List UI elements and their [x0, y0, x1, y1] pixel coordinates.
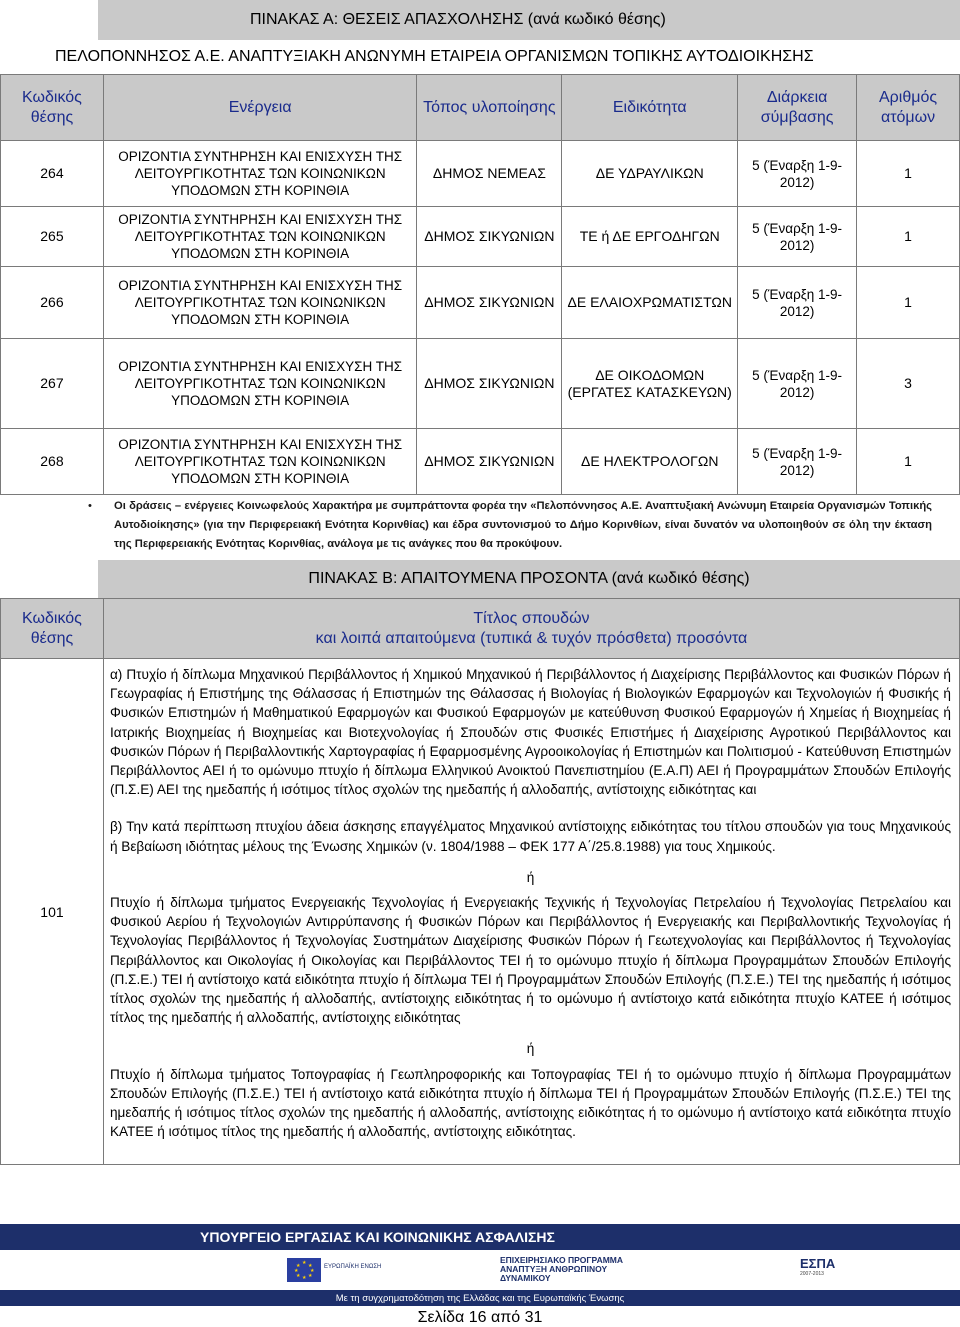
row-code: 267	[1, 339, 104, 429]
row-action: ΟΡΙΖΟΝΤΙΑ ΣΥΝΤΗΡΗΣΗ ΚΑΙ ΕΝΙΣΧΥΣΗ ΤΗΣ ΛΕΙΤΟΥΡΓΙΚΟΤΗΤΑΣ ΤΩΝ ΚΟΙΝΩΝΙΚΩΝ ΥΠΟΔΟΜΩΝ ΣΤΗ ΚΟΡΙΝΘΙΑ	[103, 339, 417, 429]
table-row	[1, 659, 960, 1165]
row-specialty: ΔΕ ΥΔΡΑΥΛΙΚΩΝ	[562, 141, 738, 207]
header-duration: Διάρκεια σύμβασης	[738, 75, 857, 141]
header-quals-line2: και λοιπά απαιτούμενα (τυπικά & τυχόν πρόσθετα) προσόντα	[315, 629, 748, 647]
table-a-subtitle: ΠΕΛΟΠΟΝΝΗΣΟΣ Α.Ε. ΑΝΑΠΤΥΞΙΑΚΗ ΑΝΩΝΥΜΗ ΕΤΑΙΡΕΙΑ ΟΡΓΑΝΙΣΜΩΝ ΤΟΠΙΚΗΣ ΑΥΤΟΔΙΟΙΚΗΣΗΣ	[0, 40, 960, 74]
espa-years: 2007-2013	[800, 1271, 824, 1277]
row-code: 268	[1, 429, 104, 495]
implementation-note	[88, 497, 932, 554]
header-location: Τόπος υλοποίησης	[417, 75, 562, 141]
bullet-icon: •	[88, 500, 92, 512]
note-text: Οι δράσεις – ενέργειες Κοινωφελούς Χαρακτήρα με συμπράττοντα φορέα την «Πελοπόννησος Α.Ε. Αναπτυξιακή Ανώνυμη Εταιρεία Οργανισμών Τοπικής Αυτοδιοίκησης» (για την Περιφερειακή Ενότητα Κορινθίας) και έδρα συντονισμού το Δήμο Κορινθίων, είναι δυνατόν να υλοποιηθούν σε όλη την έκταση της Περιφερειακής Ενότητας Κορινθίας, ανάλογα με τις ανάγκες που θα προκύψουν.	[114, 500, 932, 550]
or-separator: ή	[526, 1041, 535, 1057]
row-qualifications	[103, 659, 959, 1165]
row-duration: 5 (Έναρξη 1-9-2012)	[738, 429, 857, 495]
table-row	[1, 429, 960, 495]
row-location: ΔΗΜΟΣ ΣΙΚΥΩΝΙΩΝ	[417, 339, 562, 429]
header-specialty: Ειδικότητα	[562, 75, 738, 141]
qualification-paragraph: α) Πτυχίο ή δίπλωμα Μηχανικού Περιβάλλοντος ή Χημικού Μηχανικού ή Περιβάλλοντος ή Διαχείρισης Περιβάλλοντος και Φυσικών Πόρων ή Γεωγραφίας ή Επιστήμης της Θάλασσας ή Επιστημών της Θάλασσας ή Βιολογίας ή Βιολογικών Εφαρμογών και Τεχνολογιών ή Φυσικής ή Φυσικών Επιστημών ή Μαθηματικού Εφαρμογών και Φυσικού Εφαρμογών με κατεύθυνση Φυσικού Εφαρμογών ή Χημείας ή Βιοχημείας ή Ιατρικής Βιοχημείας ή Βιοχημείας και Βιοτεχνολογίας ή Σπουδών στις Φυσικές Επιστήμες ή Διαχείρισης Αγροτικού Περιβάλλοντος και Φυσικών Πόρων ή Περιβαλλοντικής Χαρτογραφίας ή Εφαρμοσμένης Αγροοικολογίας ή Επιστημών και Πολιτισμού - Κατεύθυνση Επιστημών Περιβάλλοντος ΑΕΙ ή το ομώνυμο πτυχίο ή δίπλωμα Ελληνικού Ανοικτού Πανεπιστημίου (Ε.Α.Π) ΑΕΙ ή Προγραμμάτων Σπουδών Επιλογής (Π.Σ.Ε) ΑΕΙ της ημεδαπής ή ισότιμος τίτλος σχολών της ημεδαπής ή αλλοδαπής, αντίστοιχης ειδικότητας και	[109, 667, 951, 798]
table-row	[1, 207, 960, 267]
row-count: 3	[857, 339, 960, 429]
row-code: 265	[1, 207, 104, 267]
row-specialty: ΔΕ ΕΛΑΙΟΧΡΩΜΑΤΙΣΤΩΝ	[562, 267, 738, 339]
row-action: ΟΡΙΖΟΝΤΙΑ ΣΥΝΤΗΡΗΣΗ ΚΑΙ ΕΝΙΣΧΥΣΗ ΤΗΣ ΛΕΙΤΟΥΡΓΙΚΟΤΗΤΑΣ ΤΩΝ ΚΟΙΝΩΝΙΚΩΝ ΥΠΟΔΟΜΩΝ ΣΤΗ ΚΟΡΙΝΘΙΑ	[103, 429, 417, 495]
row-location: ΔΗΜΟΣ ΝΕΜΕΑΣ	[417, 141, 562, 207]
qualification-paragraph: β) Την κατά περίπτωση πτυχίου άδεια άσκησης επαγγέλματος Μηχανικού αντίστοιχης ειδικότητας του τίτλου σπουδών για τους Μηχανικούς ή Βεβαίωση ιδιότητας μέλους της Ένωσης Χημικών (ν. 1804/1988 – ΦΕΚ 177 Α΄/25.8.1988) για τους Χημικούς.	[109, 819, 951, 854]
row-specialty: ΤΕ ή ΔΕ ΕΡΓΟΔΗΓΩΝ	[562, 207, 738, 267]
header-code: Κωδικός θέσης	[1, 599, 104, 659]
qualifications-table	[0, 598, 960, 1165]
ministry-bar: ΥΠΟΥΡΓΕΙΟ ΕΡΓΑΣΙΑΣ ΚΑΙ ΚΟΙΝΩΝΙΚΗΣ ΑΣΦΑΛΙΣΗΣ	[0, 1224, 960, 1250]
slogan-bar: Με τη συγχρηματοδότηση της Ελλάδας και της Ευρωπαϊκής Ένωσης	[0, 1290, 960, 1306]
eu-flag-icon: ★ ★ ★ ★ ★ ★ ★ ★	[287, 1258, 321, 1282]
row-duration: 5 (Έναρξη 1-9-2012)	[738, 141, 857, 207]
espa-logo	[800, 1256, 860, 1286]
or-separator: ή	[526, 869, 535, 885]
header-qualifications	[103, 599, 959, 659]
row-code: 264	[1, 141, 104, 207]
espa-text: ΕΣΠΑ	[800, 1256, 836, 1271]
row-location: ΔΗΜΟΣ ΣΙΚΥΩΝΙΩΝ	[417, 207, 562, 267]
row-count: 1	[857, 207, 960, 267]
programme-label: ΕΠΙΧΕΙΡΗΣΙΑΚΟ ΠΡΟΓΡΑΜΜΑ ΑΝΑΠΤΥΞΗ ΑΝΘΡΩΠΙΝΟΥ ΔΥΝΑΜΙΚΟΥ	[500, 1255, 624, 1283]
row-action: ΟΡΙΖΟΝΤΙΑ ΣΥΝΤΗΡΗΣΗ ΚΑΙ ΕΝΙΣΧΥΣΗ ΤΗΣ ΛΕΙΤΟΥΡΓΙΚΟΤΗΤΑΣ ΤΩΝ ΚΟΙΝΩΝΙΚΩΝ ΥΠΟΔΟΜΩΝ ΣΤΗ ΚΟΡΙΝΘΙΑ	[103, 141, 417, 207]
table-row	[1, 339, 960, 429]
positions-table	[0, 74, 960, 495]
row-duration: 5 (Έναρξη 1-9-2012)	[738, 267, 857, 339]
qualification-paragraph: Πτυχίο ή δίπλωμα τμήματος Ενεργειακής Τεχνολογίας ή Ενεργειακής Τεχνικής ή Τεχνολογίας Πετρελαίου ή Τεχνολογίας Πετρελαίου και Φυσικού Αερίου ή Τεχνολογιών Αντιρρύπανσης ή Φυσικών Πόρων και Περιβάλλοντος ή Ενεργειακής και Περιβαλλοντικής Τεχνολογίας ή Τεχνολογίας Περιβάλλοντος ή Τεχνολογίας Συστημάτων Διαχείρισης Φυσικών Πόρων ή Γεωτεχνολογίας και Περιβάλλοντος ή Τεχνολογίας Περιβάλλοντος και Οικολογίας ή Οικολογίας και Περιβάλλοντος ΤΕΙ ή το ομώνυμο πτυχίο ή δίπλωμα Προγραμμάτων Σπουδών Επιλογής (Π.Σ.Ε.) ΤΕΙ ή αντίστοιχο κατά ειδικότητα πτυχίο ή δίπλωμα ΤΕΙ ή Προγραμμάτων Σπουδών Επιλογής (Π.Σ.Ε.) ΤΕΙ της ημεδαπής ή ισότιμος τίτλος σχολών της ημεδαπής ή αλλοδαπής, αντίστοιχης ειδικότητας ή το ομώνυμο ή αντίστοιχο κατά ειδικότητα πτυχίο ΚΑΤΕΕ ή ισότιμος τίτλος της ημεδαπής ή αλλοδαπής, αντίστοιχης ειδικότητας	[109, 895, 951, 1026]
row-action: ΟΡΙΖΟΝΤΙΑ ΣΥΝΤΗΡΗΣΗ ΚΑΙ ΕΝΙΣΧΥΣΗ ΤΗΣ ΛΕΙΤΟΥΡΓΙΚΟΤΗΤΑΣ ΤΩΝ ΚΟΙΝΩΝΙΚΩΝ ΥΠΟΔΟΜΩΝ ΣΤΗ ΚΟΡΙΝΘΙΑ	[103, 267, 417, 339]
eu-label: ΕΥΡΩΠΑΪΚΗ ΕΝΩΣΗ	[324, 1264, 382, 1270]
row-location: ΔΗΜΟΣ ΣΙΚΥΩΝΙΩΝ	[417, 267, 562, 339]
row-duration: 5 (Έναρξη 1-9-2012)	[738, 339, 857, 429]
row-duration: 5 (Έναρξη 1-9-2012)	[738, 207, 857, 267]
row-count: 1	[857, 429, 960, 495]
table-a-title: ΠΙΝΑΚΑΣ Α: ΘΕΣΕΙΣ ΑΠΑΣΧΟΛΗΣΗΣ (ανά κωδικό θέσης)	[98, 0, 960, 40]
row-code: 266	[1, 267, 104, 339]
header-quals-line1: Τίτλος σπουδών	[473, 609, 590, 627]
row-location: ΔΗΜΟΣ ΣΙΚΥΩΝΙΩΝ	[417, 429, 562, 495]
row-action: ΟΡΙΖΟΝΤΙΑ ΣΥΝΤΗΡΗΣΗ ΚΑΙ ΕΝΙΣΧΥΣΗ ΤΗΣ ΛΕΙΤΟΥΡΓΙΚΟΤΗΤΑΣ ΤΩΝ ΚΟΙΝΩΝΙΚΩΝ ΥΠΟΔΟΜΩΝ ΣΤΗ ΚΟΡΙΝΘΙΑ	[103, 207, 417, 267]
logo-strip	[0, 1252, 960, 1290]
header-count: Αριθμός ατόμων	[857, 75, 960, 141]
funding-banner	[0, 1224, 960, 1306]
page-number: Σελίδα 16 από 31	[417, 1309, 543, 1326]
row-count: 1	[857, 141, 960, 207]
table-b-title: ΠΙΝΑΚΑΣ Β: ΑΠΑΙΤΟΥΜΕΝΑ ΠΡΟΣΟΝΤΑ (ανά κωδικό θέσης)	[98, 560, 960, 598]
row-code: 101	[1, 659, 104, 1165]
table-row	[1, 267, 960, 339]
row-count: 1	[857, 267, 960, 339]
table-row	[1, 141, 960, 207]
qualification-paragraph: Πτυχίο ή δίπλωμα τμήματος Τοπογραφίας ή Γεωπληροφορικής και Τοπογραφίας ΤΕΙ ή το ομώνυμο πτυχίο ή δίπλωμα Προγραμμάτων Σπουδών Επιλογής (Π.Σ.Ε.) ΤΕΙ ή αντίστοιχο κατά ειδικότητα πτυχίο ή δίπλωμα ΤΕΙ ή Προγραμμάτων Σπουδών Επιλογής (Π.Σ.Ε.) ΤΕΙ της ημεδαπής ή ισότιμος τίτλος σχολών της ημεδαπής ή αλλοδαπής, αντίστοιχης ειδικότητας ή το ομώνυμο ή αντίστοιχο κατά ειδικότητα πτυχίο ΚΑΤΕΕ ή ισότιμος τίτλος της ημεδαπής ή αλλοδαπής, αντίστοιχης ειδικότητας.	[109, 1066, 951, 1140]
row-specialty: ΔΕ ΟΙΚΟΔΟΜΩΝ (ΕΡΓΑΤΕΣ ΚΑΤΑΣΚΕΥΩΝ)	[562, 339, 738, 429]
header-code: Κωδικός θέσης	[1, 75, 104, 141]
table-header-row	[1, 75, 960, 141]
row-specialty: ΔΕ ΗΛΕΚΤΡΟΛΟΓΩΝ	[562, 429, 738, 495]
table-header-row	[1, 599, 960, 659]
header-action: Ενέργεια	[103, 75, 417, 141]
